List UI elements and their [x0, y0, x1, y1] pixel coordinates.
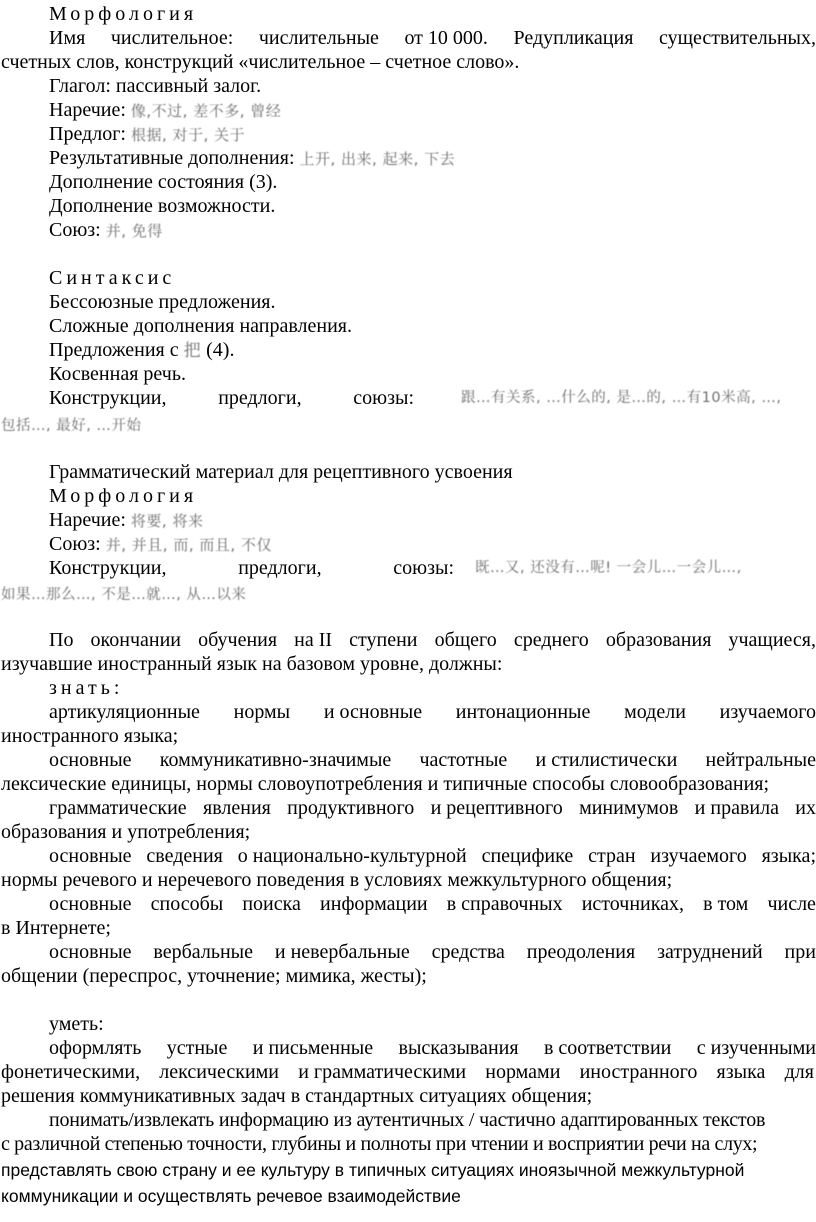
- word: на II: [294, 629, 333, 651]
- word: основные: [49, 941, 132, 963]
- constructions-line: [49, 386, 816, 410]
- word: затруднений: [657, 941, 763, 963]
- word: обучения: [198, 629, 278, 651]
- word: стран: [588, 845, 636, 867]
- word: специфике: [481, 845, 574, 867]
- word: продуктивного: [287, 797, 415, 819]
- word: По: [49, 629, 74, 651]
- word: фонетическими,: [1, 1061, 141, 1083]
- chinese-constructions: 跟…有关系, …什么的, 是…的, …有10米高, …,: [461, 390, 782, 406]
- word: окончании: [90, 629, 181, 651]
- result-label: Результативные дополнения:: [49, 147, 295, 169]
- conjunction-label: Союз:: [49, 219, 101, 241]
- word: изучаемого: [650, 845, 747, 867]
- word: предлоги,: [218, 387, 302, 409]
- chinese-examples: 上开, 出来, 起来, 下去: [299, 150, 456, 168]
- state-complement-line: Дополнение состояния (3).: [49, 171, 278, 193]
- know-item: [49, 940, 816, 964]
- word: с изученными: [696, 1037, 816, 1059]
- word: артикуляционные: [49, 701, 200, 723]
- syntax-heading: Синтаксис: [49, 267, 176, 289]
- chinese-examples: 并, 免得: [105, 222, 163, 240]
- word: союзы:: [353, 387, 414, 409]
- ba-before: Предложения с: [49, 339, 179, 361]
- verb-line: Глагол: пассивный залог.: [49, 75, 262, 97]
- word: среднего: [513, 629, 589, 651]
- can-item-continuation: [1, 1060, 816, 1084]
- know-item: [49, 844, 816, 868]
- word: в соответствии: [543, 1037, 672, 1059]
- know-item-continuation: образования и употребления;: [1, 821, 251, 843]
- word: в том: [703, 893, 749, 915]
- know-item-continuation: лексические единицы, нормы словоупотребления и типичные способы словообразования;: [1, 773, 770, 795]
- word: предлоги,: [238, 557, 322, 579]
- word: Имя: [49, 27, 86, 49]
- word: и стилистически: [535, 749, 678, 771]
- chinese-constructions: 如果…那么…, 不是…就…, 从…以来: [1, 587, 247, 603]
- word: оформлять: [49, 1037, 142, 1059]
- word: союзы:: [393, 557, 454, 579]
- know-item: [49, 796, 816, 820]
- chinese-examples: 根据, 对于, 关于: [130, 126, 246, 144]
- word: интонационные: [455, 701, 591, 723]
- word: и правила: [694, 797, 779, 819]
- know-heading: знать:: [49, 677, 124, 699]
- word: изучаемого: [719, 701, 816, 723]
- word: минимумов: [579, 797, 679, 819]
- word: для: [784, 1061, 814, 1083]
- constructions-continuation: [1, 412, 816, 438]
- chinese-examples: 并, 并且, 而, 而且, 不仅: [105, 536, 272, 554]
- possibility-complement-line: Дополнение возможности.: [49, 195, 276, 217]
- word: образования: [605, 629, 712, 651]
- ba-after: (4).: [206, 339, 235, 361]
- can-item: понимать/извлекать информацию из аутентичных / частично адаптированных текстов: [49, 1109, 766, 1131]
- requirements-intro-continuation: изучавшие иностранный язык на базовом уровне, должны:: [1, 653, 503, 675]
- conjunction-line: [49, 218, 816, 243]
- word: информации: [320, 893, 428, 915]
- word: и невербальные: [274, 941, 410, 963]
- chinese-example: 把: [183, 341, 202, 361]
- know-item: [49, 892, 816, 916]
- word: способы: [150, 893, 224, 915]
- chinese-examples: 将要, 将来: [130, 512, 204, 530]
- word: нейтральные: [705, 749, 816, 771]
- know-item-continuation: нормы речевого и неречевого поведения в условиях межкультурного общения;: [1, 869, 673, 891]
- word: числе: [767, 893, 816, 915]
- word: и письменные: [252, 1037, 374, 1059]
- word: и основные: [323, 701, 423, 723]
- can-item: представлять свою страну и ее культуру в типичных ситуациях иноязычной межкультурной: [1, 1160, 745, 1180]
- word: и рецептивного: [430, 797, 563, 819]
- receptive-constructions-continuation: [1, 581, 816, 607]
- syntax-item: Сложные дополнения направления.: [49, 315, 352, 337]
- word: устные: [166, 1037, 228, 1059]
- know-item: [49, 700, 816, 724]
- word: о национально-культурной: [237, 845, 467, 867]
- know-item-continuation: в Интернете;: [1, 917, 111, 939]
- conjunction-label: Союз:: [49, 533, 101, 555]
- receptive-title: Грамматический материал для рецептивного усвоения: [49, 461, 513, 483]
- result-complements-line: [49, 146, 816, 171]
- adverb-label: Наречие:: [49, 99, 126, 121]
- morphology-heading: Морфология: [49, 3, 198, 25]
- word: при: [784, 941, 816, 963]
- word: нормы: [233, 701, 291, 723]
- word: вербальные: [153, 941, 253, 963]
- adverb-label: Наречие:: [49, 509, 126, 531]
- word: существительных,: [658, 27, 816, 49]
- word: преодоления: [526, 941, 636, 963]
- can-item: [49, 1036, 816, 1060]
- word: частотные: [419, 749, 508, 771]
- receptive-constructions-line: [49, 556, 816, 580]
- word: основные: [49, 893, 132, 915]
- chinese-examples: 像,不过, 差不多, 曾经: [130, 102, 282, 120]
- word: Редупликация: [513, 27, 634, 49]
- can-item-continuation: с различной степенью точности, глубины и полноты при чтении и восприятии речи на слух;: [1, 1133, 758, 1155]
- syntax-item: Бессоюзные предложения.: [49, 291, 276, 313]
- numeral-continuation: счетных слов, конструкций «числительное – счетное слово».: [1, 51, 520, 73]
- chinese-constructions: 既…又, 还没有…呢! 一会儿…一会儿…,: [475, 560, 742, 576]
- know-item-continuation: иностранного языка;: [1, 725, 179, 747]
- word: числительные: [258, 27, 379, 49]
- can-heading: уметь:: [49, 1013, 104, 1035]
- word: ступени: [349, 629, 418, 651]
- word: их: [795, 797, 816, 819]
- numeral-line: [49, 26, 816, 50]
- indirect-speech-line: Косвенная речь.: [49, 363, 186, 385]
- word: основные: [49, 845, 132, 867]
- word: явления: [203, 797, 271, 819]
- word: общего: [434, 629, 497, 651]
- chinese-constructions: 包括…, 最好, …开始: [1, 418, 142, 434]
- word: в справочных: [446, 893, 563, 915]
- word: коммуникативно-значимые: [159, 749, 392, 771]
- word: иностранного: [579, 1061, 698, 1083]
- word: числительное:: [110, 27, 234, 49]
- word: грамматические: [49, 797, 187, 819]
- word: источниках,: [581, 893, 685, 915]
- word: лексическими: [159, 1061, 280, 1083]
- adverb-line: [49, 98, 816, 123]
- word: языка;: [761, 845, 816, 867]
- word: поиска: [242, 893, 301, 915]
- word: языка: [716, 1061, 766, 1083]
- word: от 10 000.: [404, 27, 488, 49]
- word: высказывания: [398, 1037, 519, 1059]
- can-item-continuation: решения коммуникативных задач в стандартных ситуациях общения;: [1, 1085, 593, 1107]
- know-item: [49, 748, 816, 772]
- know-item-continuation: общении (переспрос, уточнение; мимика, жесты);: [1, 965, 427, 987]
- word: учащиеся,: [728, 629, 816, 651]
- word: основные: [49, 749, 132, 771]
- can-item-continuation: коммуникации и осуществлять речевое взаимодействие: [1, 1186, 461, 1206]
- word: средства: [431, 941, 505, 963]
- word: сведения: [146, 845, 223, 867]
- word: модели: [624, 701, 686, 723]
- word: нормами: [485, 1061, 561, 1083]
- preposition-label: Предлог:: [49, 123, 126, 145]
- word: и грамматическими: [298, 1061, 467, 1083]
- requirements-intro-line: [49, 628, 816, 652]
- receptive-morphology-heading: Морфология: [49, 485, 198, 507]
- preposition-line: [49, 122, 816, 147]
- word: Конструкции,: [49, 557, 167, 579]
- ba-sentences-line: [49, 338, 816, 363]
- word: Конструкции,: [49, 387, 167, 409]
- receptive-adverb-line: [49, 508, 816, 533]
- receptive-conjunction-line: [49, 532, 816, 557]
